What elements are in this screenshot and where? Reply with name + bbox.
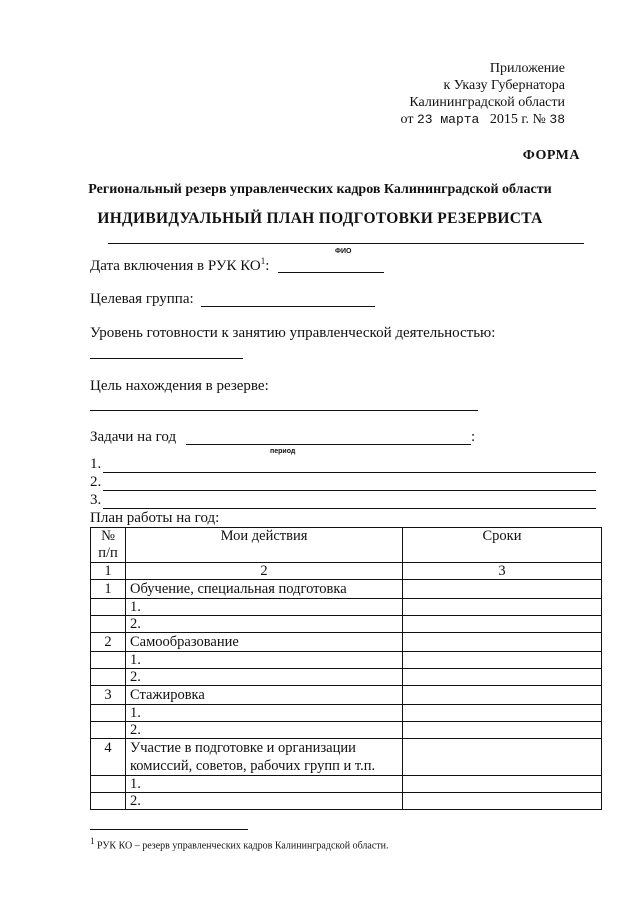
table-row (91, 599, 602, 616)
table-row (91, 633, 602, 652)
empty-cell (91, 705, 126, 722)
purpose-field[interactable] (90, 410, 478, 411)
document-title: ИНДИВИДУАЛЬНЫЙ ПЛАН ПОДГОТОВКИ РЕЗЕРВИСТА (97, 210, 543, 227)
empty-cell (91, 722, 126, 739)
year-value: 2015 г. (489, 112, 530, 127)
appendix-date-line (401, 111, 566, 128)
plan-table (90, 527, 602, 810)
action-item[interactable]: 1. (126, 705, 403, 722)
empty-cell (91, 599, 126, 616)
action-item[interactable]: 2. (126, 722, 403, 739)
footnote (90, 836, 389, 851)
deadline-cell[interactable] (403, 633, 602, 652)
section-number: 1 (91, 580, 126, 599)
action-item[interactable]: 2. (126, 793, 403, 810)
appendix-title: Приложение (489, 61, 565, 76)
section-number: 2 (91, 633, 126, 652)
table-row (91, 652, 602, 669)
column-number: 1 (91, 563, 126, 580)
table-row (91, 686, 602, 705)
section-number: 3 (91, 686, 126, 705)
appendix-region: Калининградской области (409, 95, 565, 110)
inclusion-date-field[interactable] (278, 272, 384, 273)
table-row (91, 705, 602, 722)
task-number-1: 1. (90, 456, 102, 472)
date-prefix: от (400, 112, 414, 127)
footnote-text: РУК КО – резерв управленческих кадров Калининградской области. (97, 840, 389, 852)
action-item[interactable]: 1. (126, 599, 403, 616)
deadline-cell[interactable] (403, 686, 602, 705)
empty-cell (91, 793, 126, 810)
deadline-cell[interactable] (403, 722, 602, 739)
header-number: № п/п (91, 528, 126, 563)
appendix-block (401, 60, 566, 128)
readiness-field[interactable] (90, 358, 243, 359)
deadline-cell[interactable] (403, 652, 602, 669)
number-value: 38 (549, 112, 565, 127)
table-row (91, 739, 602, 776)
footnote-ref: 1 (260, 256, 266, 266)
plan-heading: План работы на год: (90, 510, 220, 526)
form-label: ФОРМА (522, 148, 580, 163)
section-number: 4 (91, 739, 126, 776)
header-deadlines: Сроки (403, 528, 602, 563)
table-row (91, 776, 602, 793)
deadline-cell[interactable] (403, 616, 602, 633)
action-item[interactable]: 1. (126, 776, 403, 793)
task-number-2: 2. (90, 474, 102, 490)
table-row (91, 669, 602, 686)
inclusion-date-label: Дата включения в РУК КО (90, 258, 261, 274)
column-number-row (91, 563, 602, 580)
fio-caption: ФИО (335, 248, 352, 255)
table-row (91, 580, 602, 599)
target-group-field[interactable] (201, 306, 375, 307)
footnote-mark: 1 (90, 836, 95, 846)
action-item[interactable]: 1. (126, 652, 403, 669)
deadline-cell[interactable] (403, 739, 602, 776)
fio-line[interactable] (108, 243, 584, 244)
empty-cell (91, 616, 126, 633)
period-field[interactable] (186, 444, 471, 445)
purpose-label: Цель нахождения в резерве: (90, 378, 269, 394)
period-caption: период (270, 448, 296, 455)
tasks-label: Задачи на год (90, 429, 177, 445)
table-header-row (91, 528, 602, 563)
tasks-colon: : (471, 429, 476, 445)
deadline-cell[interactable] (403, 669, 602, 686)
task-field-2[interactable] (103, 490, 596, 491)
deadline-cell[interactable] (403, 580, 602, 599)
readiness-label: Уровень готовности к занятию управленческой деятельностью: (90, 325, 496, 341)
inclusion-date-row (90, 256, 269, 275)
target-group-label: Целевая группа: (90, 291, 194, 307)
section-title: Стажировка (126, 686, 403, 705)
deadline-cell[interactable] (403, 776, 602, 793)
task-field-3[interactable] (103, 508, 596, 509)
empty-cell (91, 669, 126, 686)
task-field-1[interactable] (103, 472, 596, 473)
section-title: Самообразование (126, 633, 403, 652)
empty-cell (91, 652, 126, 669)
section-title: Обучение, специальная подготовка (126, 580, 403, 599)
document-subtitle: Региональный резерв управленческих кадров Калининградской области (88, 182, 552, 197)
table-row (91, 793, 602, 810)
task-number-3: 3. (90, 492, 102, 508)
deadline-cell[interactable] (403, 599, 602, 616)
action-item[interactable]: 2. (126, 616, 403, 633)
date-value: 23 марта (416, 112, 480, 127)
appendix-decree: к Указу Губернатора (443, 78, 565, 93)
number-label: № (532, 112, 546, 127)
deadline-cell[interactable] (403, 793, 602, 810)
inclusion-date-colon: : (265, 258, 270, 274)
empty-cell (91, 776, 126, 793)
footnote-divider (90, 829, 248, 830)
table-row (91, 616, 602, 633)
column-number: 3 (403, 563, 602, 580)
header-actions: Мои действия (126, 528, 403, 563)
action-item[interactable]: 2. (126, 669, 403, 686)
deadline-cell[interactable] (403, 705, 602, 722)
table-row (91, 722, 602, 739)
section-title: Участие в подготовке и организации комиссий, советов, рабочих групп и т.п. (126, 739, 403, 776)
column-number: 2 (126, 563, 403, 580)
